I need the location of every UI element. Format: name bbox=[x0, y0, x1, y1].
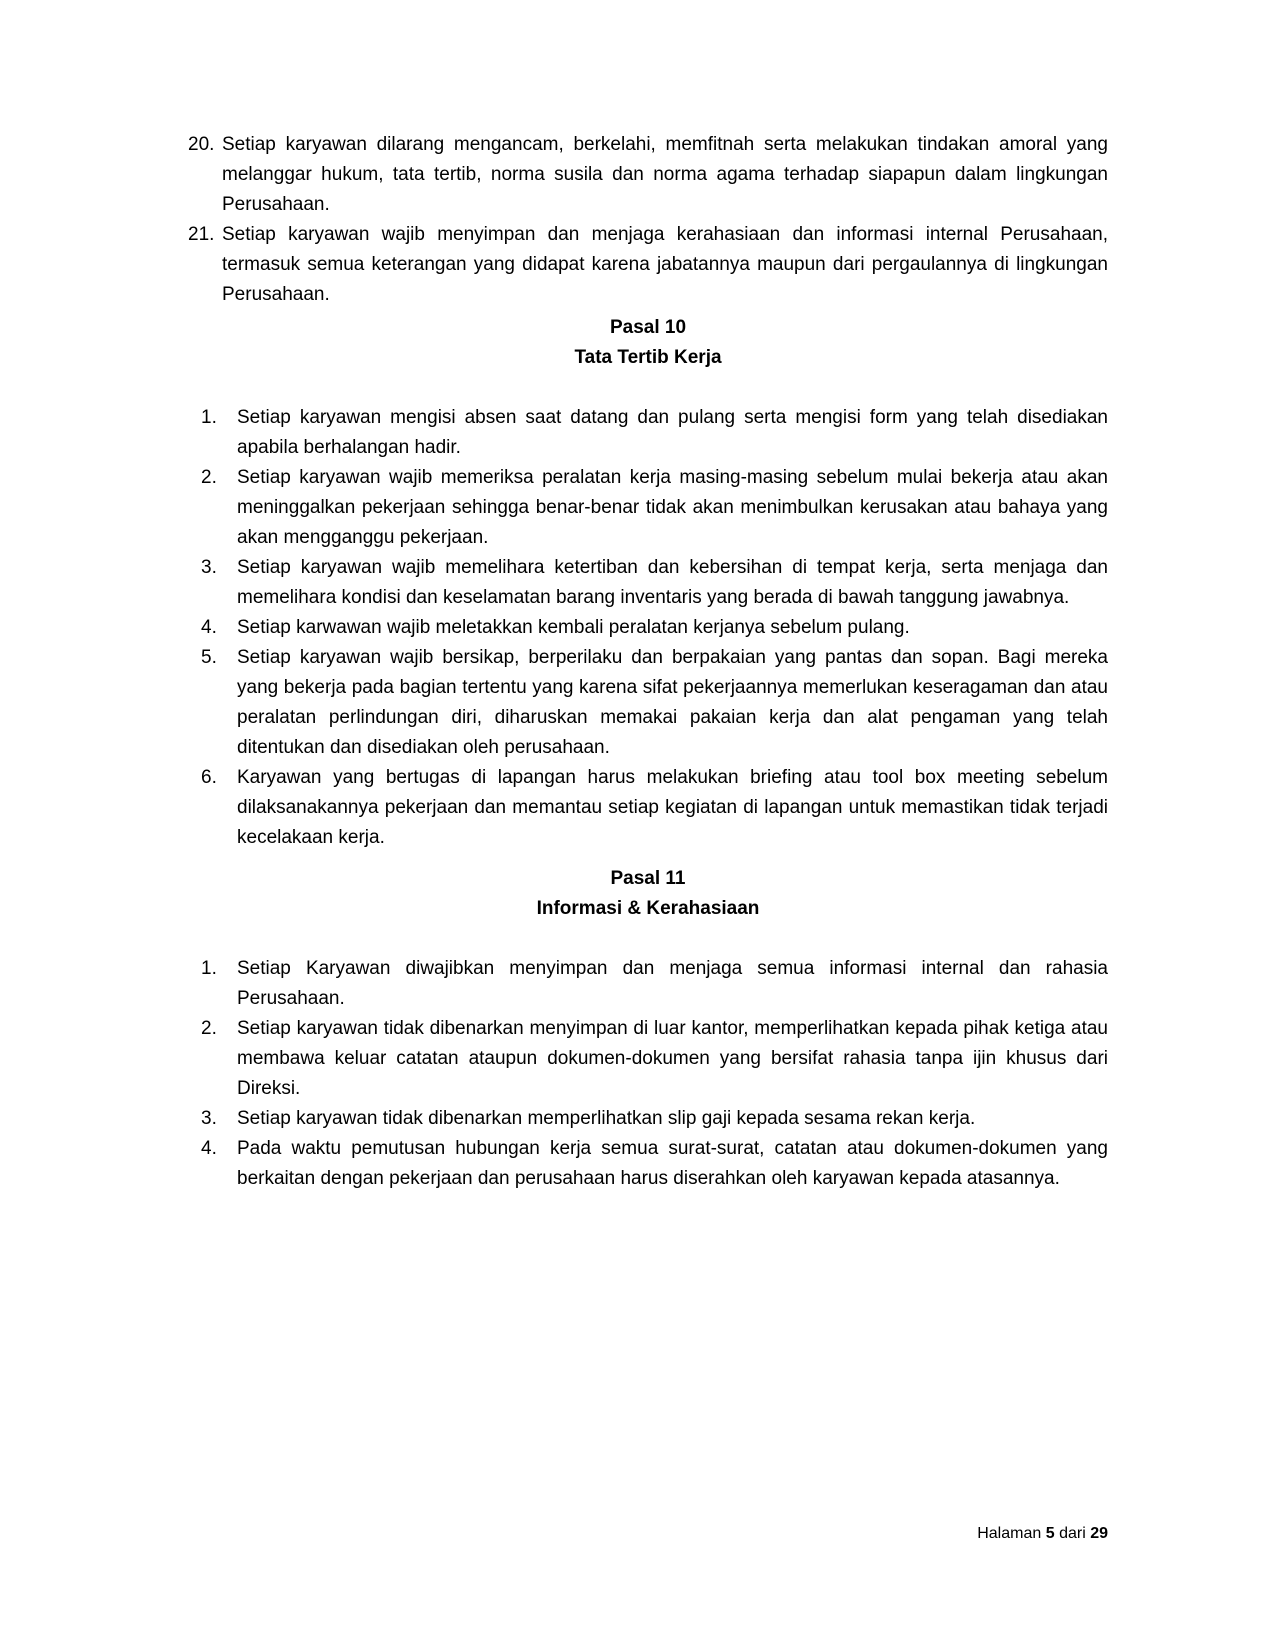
footer-prefix: Halaman bbox=[977, 1525, 1042, 1542]
section-heading-block bbox=[188, 864, 1108, 924]
list-item-number: 5. bbox=[201, 647, 217, 668]
list-item-text: Setiap karyawan wajib bersikap, berperilaku dan berpakaian yang pantas dan sopan. Bagi mereka yang bekerja pada bagian tertentu yang karena sifat pekerjaannya memerlukan keseragaman dan atau peralatan perlindungan diri, diharuskan memakai pakaian kerja dan alat pengaman yang telah ditentukan dan disediakan oleh perusahaan. bbox=[237, 647, 1108, 758]
page-footer bbox=[977, 1524, 1108, 1544]
list-item bbox=[201, 1104, 1108, 1134]
list-item-text: Setiap karyawan mengisi absen saat datang dan pulang serta mengisi form yang telah disediakan apabila berhalangan hadir. bbox=[237, 407, 1108, 458]
list-item-text: Setiap karyawan dilarang mengancam, berkelahi, memfitnah serta melakukan tindakan amoral yang melanggar hukum, tata tertib, norma susila dan norma agama terhadap siapapun dalam lingkungan Perusahaan. bbox=[222, 134, 1108, 215]
list-item bbox=[201, 954, 1108, 1014]
continued-list bbox=[188, 130, 1108, 310]
list-item bbox=[188, 220, 1108, 310]
list-item-text: Setiap karyawan wajib memeriksa peralatan kerja masing-masing sebelum mulai bekerja atau akan meninggalkan pekerjaan sehingga benar-benar tidak akan menimbulkan kerusakan atau bahaya yang akan mengganggu pekerjaan. bbox=[237, 467, 1108, 548]
list-item-number: 1. bbox=[201, 958, 217, 979]
list-item bbox=[201, 1014, 1108, 1104]
list-item bbox=[188, 130, 1108, 220]
list-item-text: Setiap karwawan wajib meletakkan kembali peralatan kerjanya sebelum pulang. bbox=[237, 617, 910, 638]
list-item-text: Setiap karyawan tidak dibenarkan memperlihatkan slip gaji kepada sesama rekan kerja. bbox=[237, 1108, 976, 1129]
section-heading: Pasal 11 bbox=[610, 868, 686, 889]
list-item bbox=[201, 403, 1108, 463]
list-item-number: 3. bbox=[201, 557, 217, 578]
list-item-number: 3. bbox=[201, 1108, 217, 1129]
section-list bbox=[188, 403, 1108, 853]
footer-separator: dari bbox=[1059, 1525, 1086, 1542]
section-heading: Pasal 10 bbox=[609, 317, 687, 338]
list-item-text: Setiap karyawan wajib memelihara ketertiban dan kebersihan di tempat kerja, serta menjaga dan memelihara kondisi dan keselamatan barang inventaris yang berada di bawah tanggung jawabnya. bbox=[237, 557, 1108, 608]
list-item-number: 2. bbox=[201, 467, 217, 488]
footer-page-number: 5 bbox=[1045, 1525, 1055, 1542]
list-item-number: 1. bbox=[201, 407, 217, 428]
list-item-text: Pada waktu pemutusan hubungan kerja semua surat-surat, catatan atau dokumen-dokumen yang berkaitan dengan pekerjaan dan perusahaan harus diserahkan oleh karyawan kepada atasannya. bbox=[237, 1138, 1108, 1189]
list-item-text: Setiap Karyawan diwajibkan menyimpan dan menjaga semua informasi internal dan rahasia Perusahaan. bbox=[237, 958, 1108, 1009]
list-item-number: 21. bbox=[188, 224, 215, 245]
list-item bbox=[201, 553, 1108, 613]
section-subheading: Tata Tertib Kerja bbox=[574, 347, 722, 368]
list-item-text: Karyawan yang bertugas di lapangan harus melakukan briefing atau tool box meeting sebelum dilaksanakannya pekerjaan dan memantau setiap kegiatan di lapangan untuk memastikan tidak terjadi kecelakaan kerja. bbox=[237, 767, 1108, 848]
list-item-number: 20. bbox=[188, 134, 215, 155]
list-item-text: Setiap karyawan tidak dibenarkan menyimpan di luar kantor, memperlihatkan kepada pihak ketiga atau membawa keluar catatan ataupun dokumen-dokumen yang bersifat rahasia tanpa ijin khusus dari Direksi. bbox=[237, 1018, 1108, 1099]
list-item-number: 4. bbox=[201, 617, 217, 638]
document-content bbox=[188, 130, 1108, 1194]
footer-total-pages: 29 bbox=[1090, 1525, 1108, 1542]
list-item bbox=[201, 613, 1108, 643]
list-item bbox=[201, 763, 1108, 853]
section-list bbox=[188, 954, 1108, 1194]
list-item bbox=[201, 463, 1108, 553]
section-subheading: Informasi & Kerahasiaan bbox=[536, 898, 760, 919]
list-item bbox=[201, 1134, 1108, 1194]
list-item-text: Setiap karyawan wajib menyimpan dan menjaga kerahasiaan dan informasi internal Perusahaan, termasuk semua keterangan yang didapat karena jabatannya maupun dari pergaulannya di lingkungan Perusahaan. bbox=[222, 224, 1108, 305]
list-item-number: 4. bbox=[201, 1138, 217, 1159]
section-heading-block bbox=[188, 313, 1108, 373]
list-item-number: 2. bbox=[201, 1018, 217, 1039]
list-item bbox=[201, 643, 1108, 763]
list-item-number: 6. bbox=[201, 767, 217, 788]
